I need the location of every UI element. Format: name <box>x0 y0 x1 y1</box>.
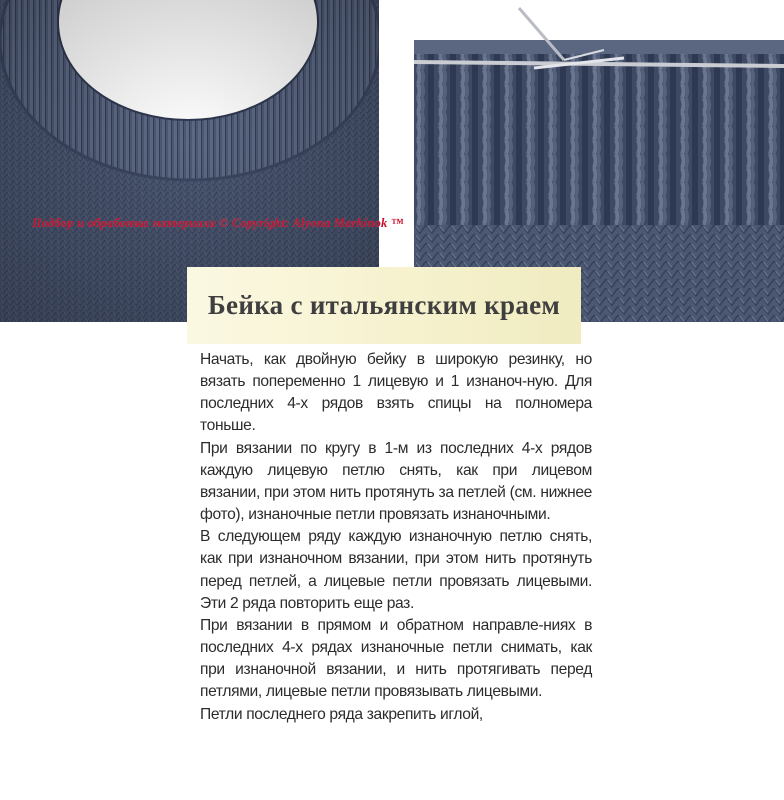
page-title: Бейка с итальянским краем <box>207 290 561 320</box>
paragraph-3: В следующем ряду каждую изнаночную петлю снять, как при изнаночном вязании, при этом нить протянуть перед петлей, а лицевые петли провязать лицевыми. Эти 2 ряда повторить еще раз. <box>200 528 592 612</box>
paragraph-4: При вязании в прямом и обратном направле-ниях в последних 4-х рядах изнаночные петли снимать, как при изнаночной вязании, и нить протягивать перед петлями, лицевые петли провязывать лицевыми. <box>200 616 592 701</box>
paragraph-1: Начать, как двойную бейку в широкую резинку, но вязать попеременно 1 лицевую и 1 изнаноч-ную. Для последних 4-х рядов взять спицы на полномера тоньше. <box>200 351 592 435</box>
paragraph-2: При вязании по кругу в 1-м из последних 4-х рядов каждую лицевую петлю снять, как при лицевом вязании, при этом нить протянуть за петлей (см. нижнее фото), изнаночные петли провязать изнаночными. <box>200 439 592 524</box>
instructions <box>200 349 592 726</box>
copyright-watermark: Подбор и обработка материала © Copyright: Alyona Marhinok ™ <box>32 216 404 230</box>
title-box <box>187 267 581 344</box>
paragraph-5: Петли последнего ряда закрепить иглой, <box>200 705 483 723</box>
